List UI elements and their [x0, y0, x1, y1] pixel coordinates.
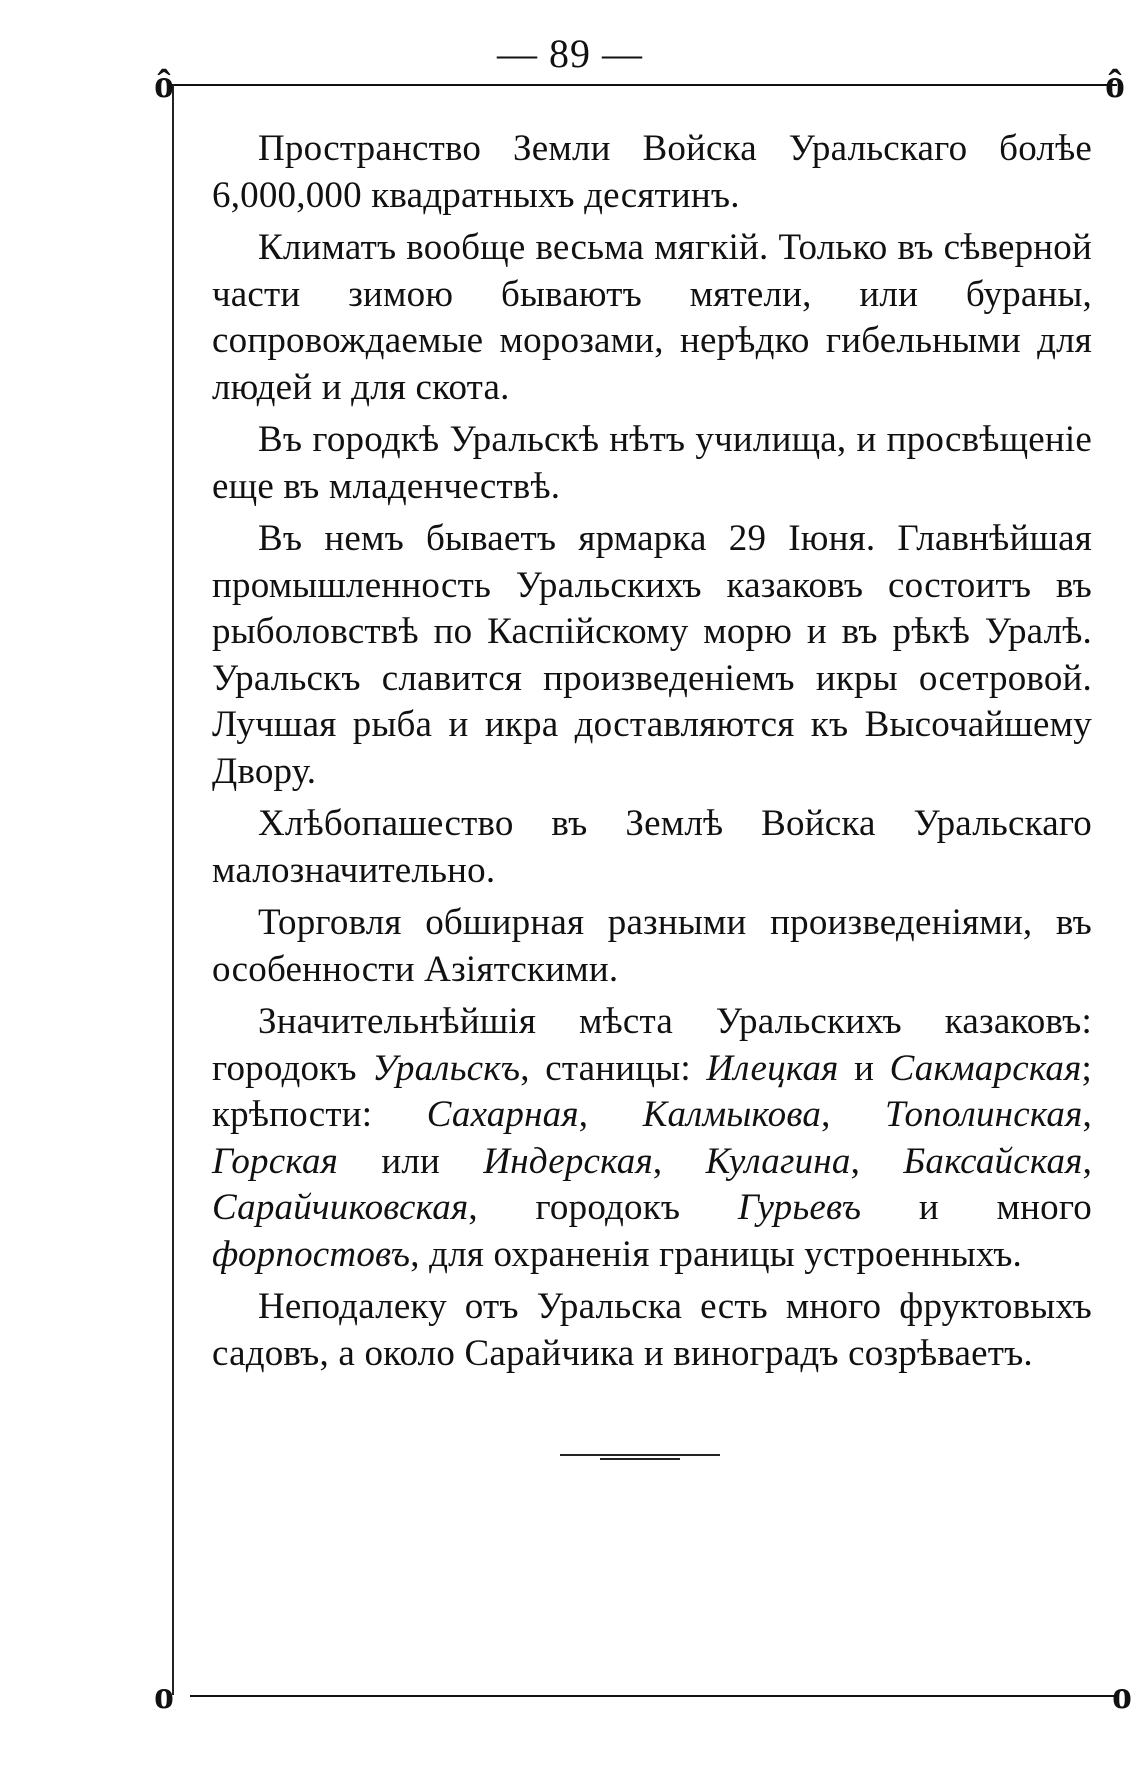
places-text: Значительнѣйшія мѣста Уральскихъ казаковъ: городокъ: [212, 1001, 1092, 1089]
paragraph-fair-fishing: Въ немъ бываетъ ярмарка 29 Іюня. Главнѣйшая промышленность Уральскихъ казаковъ состоитъ въ рыболовствѣ по Каспійскому морю и въ рѣкѣ Уралѣ. Уральскъ славится произведеніемъ икры осетровой. Лучшая рыба и икра доставляются къ Высочайшему Двору.: [212, 518, 1092, 792]
place-name: форпостовъ: [212, 1233, 411, 1275]
place-name: Кулагина: [705, 1140, 851, 1182]
places-text: ,: [1082, 1140, 1093, 1182]
places-text: ,: [578, 1094, 643, 1135]
place-name: Тополинская: [885, 1094, 1083, 1135]
places-text: ,: [821, 1094, 885, 1135]
bottom-rule: [190, 1695, 1115, 1697]
paragraph-gardens: Неподалеку отъ Уральска есть много фруктовыхъ садовъ, а около Сарайчика и виноградъ созрѣваетъ.: [212, 1286, 1092, 1374]
paragraph-climate: Климатъ вообще весьма мягкій. Только въ сѣверной части зимою бываютъ мятели, или бураны, сопровождаемые морозами, нерѣдко гибельными для людей и для скота.: [212, 227, 1092, 408]
place-name: Калмыкова: [642, 1094, 822, 1135]
top-rule: [172, 84, 1117, 86]
places-text: , городокъ: [468, 1187, 738, 1228]
places-text: ,: [1082, 1094, 1092, 1135]
place-name: Гурьевъ: [737, 1187, 862, 1228]
corner-ornament-top-left-icon: ô: [154, 61, 174, 106]
places-text: ,: [652, 1140, 706, 1182]
paragraph-territory: Пространство Земли Войска Уральскаго болѣе 6,000,000 квадратныхъ десятинъ.: [212, 128, 1092, 216]
place-name: Индерская: [483, 1140, 653, 1182]
paragraph-places: [212, 999, 1092, 1278]
place-name: Сарайчиковская: [212, 1187, 469, 1228]
corner-ornament-top-right-icon: ô: [1105, 61, 1125, 106]
place-name: Сахарная: [426, 1094, 579, 1135]
section-end-ornament: [560, 1454, 720, 1460]
paragraph-trade: Торговля обширная разными произведеніями, въ особенности Азіятскими.: [212, 902, 1092, 990]
text-body: [212, 126, 1092, 1383]
left-rule: [172, 84, 174, 1695]
place-name: Уральскъ: [372, 1047, 521, 1089]
places-text: и: [838, 1047, 890, 1089]
page-number: — 89 —: [497, 31, 643, 76]
place-name: Сакмарская: [889, 1047, 1082, 1089]
place-name: Баксайская: [903, 1140, 1083, 1182]
place-name: Илецкая: [706, 1047, 839, 1089]
paragraph-education: Въ городкѣ Уральскѣ нѣтъ училища, и просвѣщеніе еще въ младенчествѣ.: [212, 419, 1092, 507]
corner-ornament-bottom-right-icon: o: [1112, 1672, 1132, 1717]
places-text: ; крѣпости:: [212, 1047, 1092, 1135]
places-text: , для охраненія границы устроенныхъ.: [410, 1233, 1022, 1275]
places-text: ,: [850, 1140, 904, 1182]
place-name: Горская: [212, 1140, 339, 1182]
places-text: , станицы:: [520, 1047, 707, 1089]
corner-ornament-bottom-left-icon: o: [154, 1672, 174, 1717]
paragraph-agriculture: Хлѣбопашество въ Землѣ Войска Уральскаго малозначительно.: [212, 803, 1092, 891]
places-text: и много: [861, 1187, 1093, 1228]
places-text: или: [338, 1140, 484, 1182]
